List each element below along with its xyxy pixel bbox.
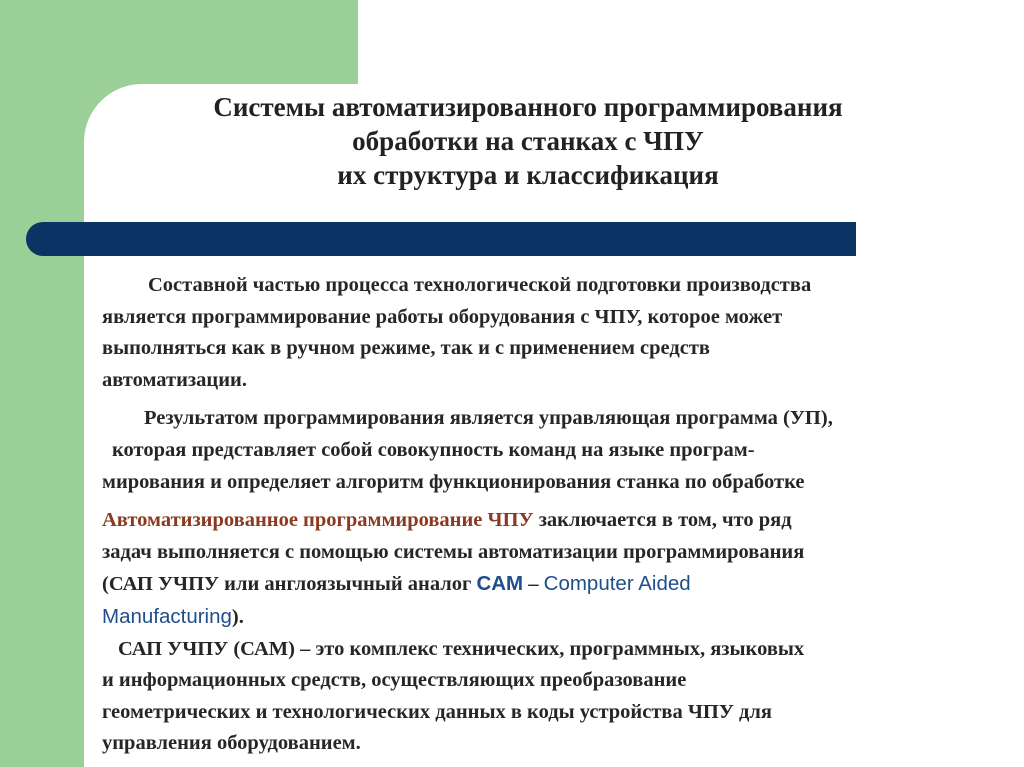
paragraph-cam-line-4: управления оборудованием. — [102, 732, 361, 755]
slide-title — [98, 90, 958, 192]
paragraph-result-line-2: которая представляет собой совокупность команд на языке програм- — [112, 438, 755, 461]
paragraph-automation-line-4 — [102, 601, 1002, 634]
title-line-3: их структура и классификация — [337, 160, 719, 190]
automation-line-3-dash: – — [523, 573, 544, 596]
automation-line-1-rest: заключается в том, что ряд — [533, 509, 792, 532]
paragraph-automation-line-2: задач выполняется с помощью системы автоматизации программирования — [102, 540, 805, 563]
title-divider-bar — [26, 222, 856, 256]
paragraph-cam-line-2: и информационных средств, осуществляющих преобразование — [102, 669, 687, 692]
title-line-1: Системы автоматизированного программирования — [213, 92, 843, 122]
paragraph-intro-line-3: выполняться как в ручном режиме, так и с применением средств — [102, 337, 710, 360]
paragraph-intro-line-1: Составной частью процесса технологической подготовки производства — [148, 274, 812, 296]
paragraph-cam-line-1: САП УЧПУ (САМ) – это комплекс технических, программных, языковых — [118, 637, 805, 660]
automation-line-3-serif: (САП УЧПУ или англоязычный аналог — [102, 573, 477, 596]
paragraph-cam-definition — [102, 634, 1002, 760]
paragraph-result-line-1: Результатом программирования является управляющая программа (УП), — [144, 407, 833, 430]
automation-term: Автоматизированное программирование ЧПУ — [102, 509, 534, 532]
paragraph-result — [102, 403, 1002, 498]
automation-line-4-end: ). — [231, 605, 244, 628]
paragraph-automation — [102, 505, 1002, 633]
paragraph-intro — [102, 270, 1002, 396]
paragraph-automation-line-1 — [102, 505, 1002, 537]
paragraph-cam-line-3: геометрических и технологических данных в коды устройства ЧПУ для — [102, 700, 772, 723]
paragraph-intro-line-4: автоматизации. — [102, 368, 247, 391]
cam-abbreviation: CAM — [476, 572, 524, 596]
paragraph-intro-line-2: является программирование работы оборудования с ЧПУ, которое может — [102, 305, 783, 328]
paragraph-automation-line-3 — [102, 568, 1002, 601]
cam-expansion-part-2: Manufacturing — [102, 604, 232, 628]
cam-expansion-part-1: Computer Aided — [543, 572, 691, 596]
title-line-2: обработки на станках с ЧПУ — [352, 126, 704, 156]
slide-body — [102, 270, 1002, 760]
paragraph-result-line-3: мирования и определяет алгоритм функционирования станка по обработке — [102, 470, 805, 493]
